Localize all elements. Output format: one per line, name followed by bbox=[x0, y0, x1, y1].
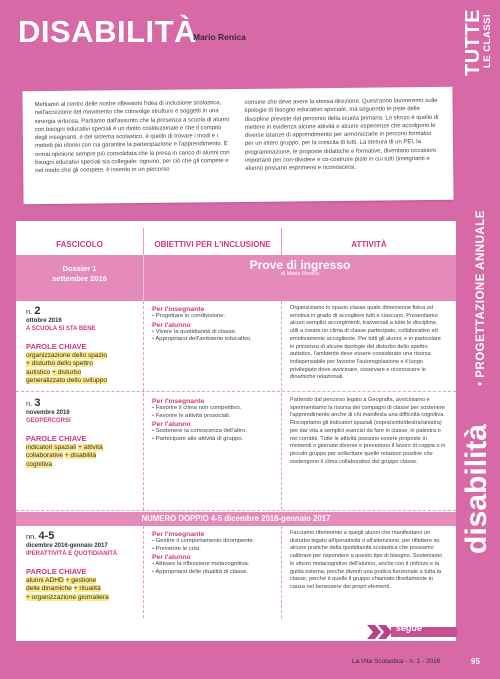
magazine-footer: La Vita Scolastica - n. 1 - 2016 bbox=[352, 658, 441, 665]
activity-cell: Organizziamo lo spazio classe quale dimensione fisica ed emotiva in grado di accogliere tutti e ciascuno. Presentiamo alcuni semplici accorgimenti, trasversali a tutte le discipline, utili a creare un clima di classe partecipato, collaborativo ed emotivamente accogliente. Per tutti gli alunni, e in particolare in presenza di alcune tipologie del disturbo dello spettro autistico, l'ambiente deve essere considerato una risorsa indispensabile per favorire l'autoregolazione e il luogo privilegiato dove avvicinare, osservare e riconoscere le dinamiche relazionali. bbox=[290, 305, 441, 381]
issue-date: dicembre 2016-gennaio 2017 bbox=[26, 543, 108, 549]
objective: • Sostenere la conoscenza dell'altro. bbox=[152, 428, 273, 436]
fascicolo-cell bbox=[16, 393, 144, 510]
objectives-cell bbox=[144, 393, 282, 510]
role-teacher: Per l'insegnante bbox=[152, 531, 205, 538]
header-fascicolo: FASCICOLO bbox=[16, 228, 144, 260]
issue-date: ottobre 2016 bbox=[26, 318, 62, 324]
objective: • Attivare la riflessione metacognitiva. bbox=[152, 561, 273, 569]
dossier-title-block bbox=[144, 255, 456, 301]
fascicolo-cell bbox=[16, 526, 144, 618]
objective: • Favorire le attività prosociali. bbox=[152, 413, 273, 421]
keywords: alunni ADHD + gestione delle dinamiche + ritualità + organizzazione giornaliera bbox=[26, 577, 109, 601]
objective: • Prevenire le crisi. bbox=[152, 546, 273, 554]
band-le-classi: LE CLASSI bbox=[482, 13, 493, 68]
role-teacher: Per l'insegnante bbox=[152, 398, 205, 405]
activity-cell: Partendo dal percorso legato a Geografia, avviciniamo e sperimentiamo la risorsa dei compagni di classe per sostenere l'apprendimento anche di chi manifesta una difficoltà cognitiva. Riscopriamo gli indicatori spaziali (sopra/sotto/destra/sinistra) per dar vita a semplici esercizi da fare in classe, in palestra o nei corridoi. Tutte le attività possono essere proposte in momenti o giornate diverse e prevedono il lavoro di coppia o in piccolo gruppo per sollecitare quelle relazioni positive che sostengono il clima collaborativo del gruppo classe. bbox=[290, 397, 446, 465]
issue-topic: GEOPERCORSI bbox=[26, 418, 71, 424]
issue-date: novembre 2016 bbox=[26, 410, 70, 416]
keywords: organizzazione dello spazio + disturbo dello spettro autistico + disturbo generalizzato dello sviluppo bbox=[26, 352, 108, 385]
page-title: DISABILITÀ bbox=[18, 14, 197, 49]
dossier-author: di Mario Renica bbox=[280, 271, 320, 277]
band-tutte: TUTTE bbox=[462, 9, 484, 76]
role-student: Per l'alunno bbox=[152, 321, 191, 329]
keywords: indicatori spaziali + attività collaborative + disabilità cognitiva bbox=[26, 444, 103, 468]
intro-box bbox=[22, 87, 453, 204]
keywords-label: PAROLE CHIAVE bbox=[26, 567, 87, 576]
issue-topic: IPERATTIVITÀ E QUOTIDIANITÀ bbox=[26, 551, 118, 557]
dossier-label-2: settembre 2016 bbox=[52, 274, 107, 283]
header-obiettivi: OBIETTIVI PER L'INCLUSIONE bbox=[144, 228, 282, 260]
program-table bbox=[16, 221, 456, 641]
table-row bbox=[16, 393, 456, 511]
double-issue-banner: NUMERO DOPPIO 4-5 dicembre 2016-gennaio 2017 bbox=[16, 512, 456, 526]
objective: • Favorire il clima non competitivo. bbox=[152, 405, 273, 413]
issue-number: n. 2 bbox=[26, 305, 41, 317]
page-number: 95 bbox=[471, 657, 480, 666]
fascicolo-cell bbox=[16, 301, 144, 391]
segue-label[interactable]: segue bbox=[396, 623, 423, 633]
objective: • Appropriarsi dell'ambiente educativo. bbox=[152, 336, 273, 344]
issue-number: nn. 4-5 bbox=[26, 530, 55, 542]
dossier-label-1: Dossier 1 bbox=[62, 264, 97, 273]
objective: • Appropriarsi delle ritualità di classe. bbox=[152, 569, 273, 577]
dossier-label bbox=[16, 255, 144, 301]
intro-col-1: Mettiamo al centro delle nostre riflessioni l'idea di inclusione scolastica, nell'accezione del movimento che coinvolge strutture e soggetti in una sinergia virtuosa. Partiamo dall'assunto che la presenza a scuola di alunni con bisogni educativi speciali è un diritto costituzionale e che il compito degli insegnanti, e del sistema scolastico, è quello di trovare i modi e i metodi più idonei con cui garantire la partecipazione e l'apprendimento. È ormai opinione sempre più consolidata che la presa in carico di alunni con bisogni educativi speciali sia collegiale: ognuno, per ciò che gli compete e nel modo che gli compete, è inserito in un percorso bbox=[34, 100, 230, 175]
dossier-title: Prove di ingresso bbox=[249, 258, 351, 272]
dossier-row bbox=[16, 255, 456, 301]
keywords-label: PAROLE CHIAVE bbox=[26, 434, 87, 443]
role-student: Per l'alunno bbox=[152, 554, 191, 561]
intro-col-2: comune che deve avere la stessa direzione. Quest'anno lavoreremo sulle tipologie di bisogno educativo speciale, ma seguendo le piste delle discipline previste dal percorso della scuola primaria. Lo sforzo è quello di mettere in evidenza alcune attività o alcune esperienze che accolgono le diverse istanze di apprendimento per armonizzarle in percorsi formativi per un intero gruppo, per la crescita di tutti. La stesura di un PEI, la programmazione, le proposte didattiche e formative, diventano occasioni importanti per con-dividere e co-costruire piste in cui tutti (insegnanti e alunni) possano esprimersi e riconoscersi. bbox=[244, 97, 439, 173]
table-row bbox=[16, 301, 456, 392]
issue-topic: A SCUOLA SI STA BENE bbox=[26, 326, 96, 332]
header-attivita: ATTIVITÀ bbox=[351, 239, 387, 249]
issue-number: n. 3 bbox=[26, 397, 41, 409]
keywords-label: PAROLE CHIAVE bbox=[26, 342, 87, 351]
activity-cell: Facciamo riferimento a quegli alunni che manifestano un disturbo legato all'iperattività o all'attenzione, per riflettere su alcune pratiche della quotidianità scolastica che possiamo calibrare per rispondere a questo tipo di bisogno. Sosteniamo lo sforzo metacognitivo dell'alunno, anche con il rinforzo e la guida esterna, perché diventi una pratica funzionale a tutta la classe, perché è quello il gruppo chiamato direttamente in causa nel benessere dei propri elementi. bbox=[290, 530, 443, 590]
band-progettazione: • PROGETTAZIONE ANNUALE bbox=[475, 210, 487, 386]
objective: • Vivere la quotidianità di classe. bbox=[152, 329, 273, 337]
role-student: Per l'alunno bbox=[152, 421, 191, 428]
objective: • Gestire il comportamento dirompente. bbox=[152, 538, 273, 546]
objectives-cell bbox=[144, 526, 282, 618]
objective: • Progettare in condivisione. bbox=[152, 313, 273, 321]
objectives-cell bbox=[144, 301, 282, 391]
objective: • Partecipare alle attività di gruppo. bbox=[152, 436, 273, 444]
author-name: Mario Renica bbox=[193, 32, 246, 42]
role-teacher: Per l'insegnante bbox=[152, 306, 205, 313]
band-disabilita: disabilità bbox=[460, 423, 493, 554]
table-row bbox=[16, 526, 456, 618]
